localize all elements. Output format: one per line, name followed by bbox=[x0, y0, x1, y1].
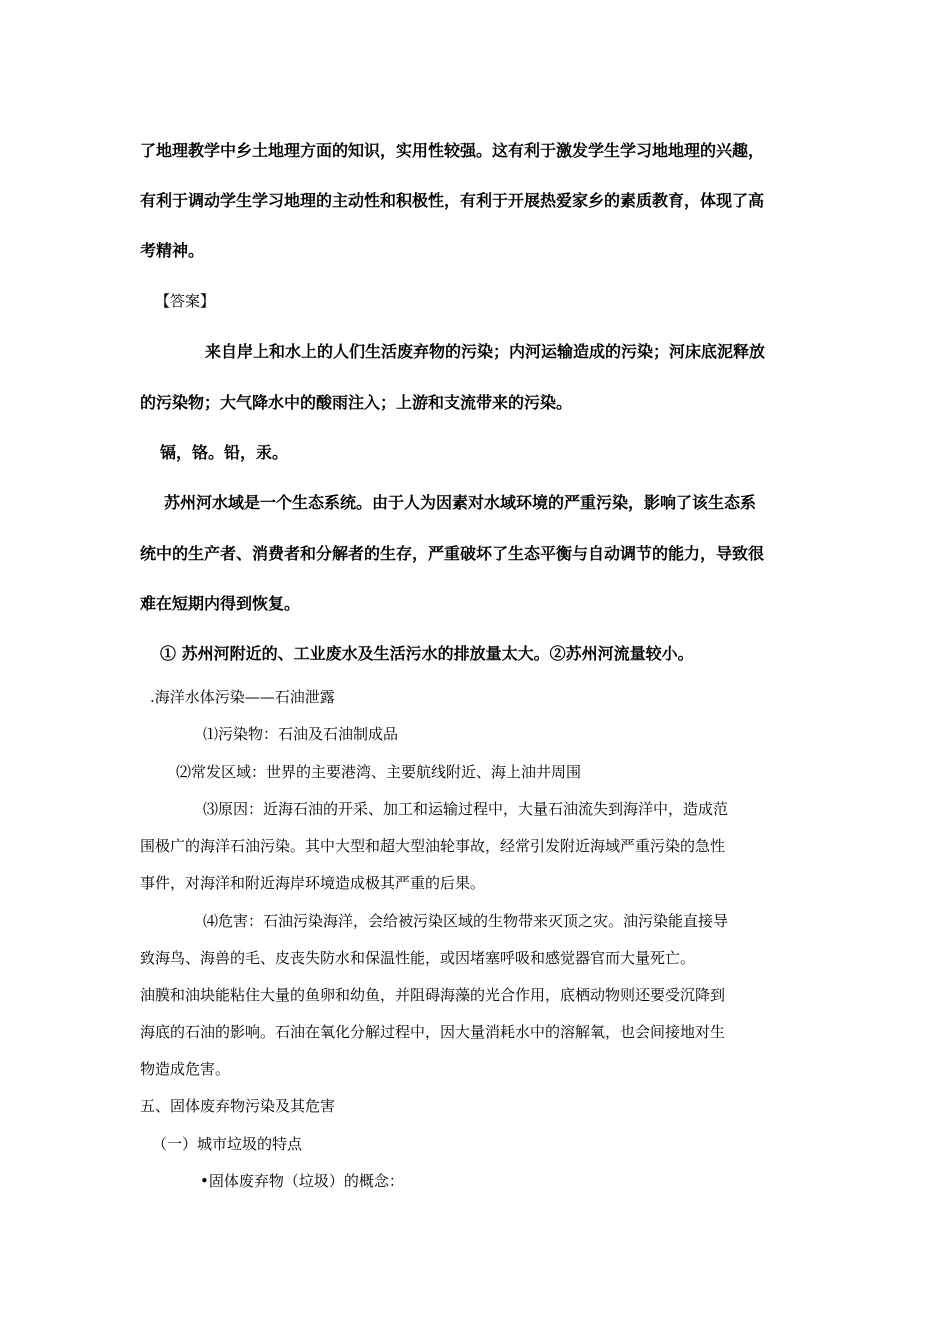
answer-heading: 【答案】 bbox=[155, 292, 216, 310]
section-5-subheading: （一）城市垃圾的特点 bbox=[152, 1135, 303, 1153]
ocean-item-4-line-5: 物造成危害。 bbox=[140, 1060, 231, 1078]
intro-line-3: 考精神。 bbox=[140, 241, 205, 260]
answer-p3-line-3: 难在短期内得到恢复。 bbox=[140, 594, 301, 613]
answer-p3-line-1: 苏州河水域是一个生态系统。由于人为因素对水域环境的严重污染，影响了该生态系 bbox=[164, 493, 757, 512]
answer-p1-line-1: 来自岸上和水上的人们生活废弃物的污染；内河运输造成的污染；河床底泥释放 bbox=[205, 342, 766, 361]
answer-p1-line-2: 的污染物；大气降水中的酸雨注入；上游和支流带来的污染。 bbox=[140, 393, 573, 412]
ocean-item-2: ⑵常发区域：世界的主要港湾、主要航线附近、海上油井周围 bbox=[176, 763, 582, 781]
ocean-item-4-line-4: 海底的石油的影响。石油在氧化分解过程中，因大量消耗水中的溶解氧，也会间接地对生 bbox=[140, 1023, 726, 1041]
answer-p2: 镉，铬。铅，汞。 bbox=[160, 443, 289, 462]
ocean-heading: .海洋水体污染——石油泄露 bbox=[150, 688, 335, 706]
intro-line-2: 有利于调动学生学习地理的主动性和积极性，有利于开展热爱家乡的素质教育，体现了高 bbox=[140, 191, 765, 210]
section-5-heading: 五、固体废弃物污染及其危害 bbox=[140, 1097, 336, 1115]
intro-line-1: 了地理教学中乡土地理方面的知识，实用性较强。这有利于激发学生学习地地理的兴趣， bbox=[140, 141, 765, 160]
ocean-item-1: ⑴污染物：石油及石油制成品 bbox=[203, 725, 399, 743]
ocean-item-3-line-1: ⑶原因：近海石油的开采、加工和运输过程中，大量石油流失到海洋中，造成范 bbox=[203, 800, 729, 818]
answer-p3-line-2: 统中的生产者、消费者和分解者的生存，严重破坏了生态平衡与自动调节的能力，导致很 bbox=[140, 544, 765, 563]
ocean-item-4-line-3: 油膜和油块能粘住大量的鱼卵和幼鱼，并阻碍海藻的光合作用，底栖动物则还要受沉降到 bbox=[140, 986, 726, 1004]
ocean-item-4-line-2: 致海鸟、海兽的毛、皮丧失防水和保温性能，或因堵塞呼吸和感觉器官而大量死亡。 bbox=[140, 949, 696, 967]
ocean-item-4-line-1: ⑷危害：石油污染海洋，会给被污染区域的生物带来灭顶之灾。油污染能直接导 bbox=[203, 912, 729, 930]
section-5-bullet: •固体废弃物（垃圾）的概念： bbox=[200, 1172, 404, 1190]
ocean-item-3-line-3: 事件，对海洋和附近海岸环境造成极其严重的后果。 bbox=[140, 874, 486, 892]
answer-p4: ① 苏州河附近的、工业废水及生活污水的排放量太大。②苏州河流量较小。 bbox=[160, 644, 694, 663]
ocean-item-3-line-2: 围极广的海洋石油污染。其中大型和超大型油轮事故，经常引发附近海域严重污染的急性 bbox=[140, 837, 726, 855]
